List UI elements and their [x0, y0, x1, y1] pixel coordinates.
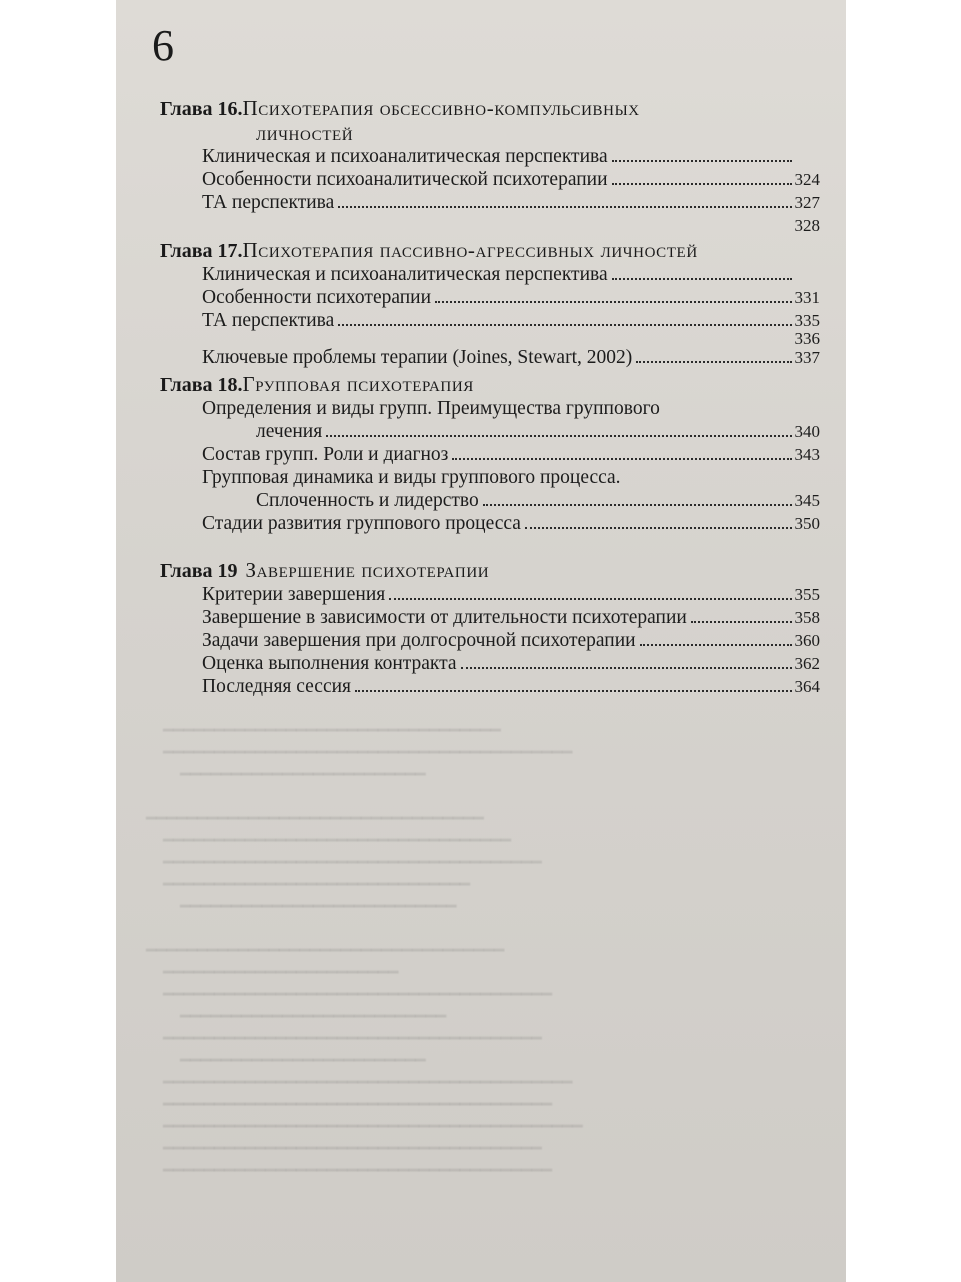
dot-leader: [452, 458, 792, 460]
toc-entry: [160, 675, 820, 698]
dot-leader: [691, 621, 792, 623]
entry-page: 345: [794, 491, 820, 510]
toc-entry: [160, 629, 820, 652]
chapter-number: Глава 18.: [160, 374, 243, 396]
show-through-texture: ━━━━━━━━━━━━━━━━━━━━━━━━━━━━━━━━━ ━━━━━━━━━━━━━━━━━━━━━━━━━━━━━━━━━━━━━━━━ ━━━━━━━━━━━━━━━━━━━━━━━━ ━━━━━━━━━━━━━━━━━━━━━━━━━━━━━━━━━ ━━━━━━━━━━━━━━━━━━━━━━━━━━━━━━━━━━ ━━━━━━━━━━━━━━━━━━━━━━━━━━━━━━━━━━━━━ ━━━━━━━━━━━━━━━━━━━━━━━━━━━━━━ ━━━━━━━━━━━━━━━━━━━━━━━━━━━ ━━━━━━━━━━━━━━━━━━━━━━━━━━━━━━━━━━━ ━━━━━━━━━━━━━━━━━━━━━━━ ━━━━━━━━━━━━━━━━━━━━━━━━━━━━━━━━━━━━━━ ━━━━━━━━━━━━━━━━━━━━━━━━━━ ━━━━━━━━━━━━━━━━━━━━━━━━━━━━━━━━━━━━━ ━━━━━━━━━━━━━━━━━━━━━━━━ ━━━━━━━━━━━━━━━━━━━━━━━━━━━━━━━━━━━━━━━━ ━━━━━━━━━━━━━━━━━━━━━━━━━━━━━━━━━━━━━━ ━━━━━━━━━━━━━━━━━━━━━━━━━━━━━━━━━━━━━━━━━ ━━━━━━━━━━━━━━━━━━━━━━━━━━━━━━━━━━━━━ ━━━━━━━━━━━━━━━━━━━━━━━━━━━━━━━━━━━━━━: [146, 721, 583, 1180]
entry-page: 340: [794, 422, 820, 441]
entry-label: Стадии развития группового процесса: [202, 513, 521, 534]
entry-label: Особенности психотерапии: [202, 287, 432, 308]
dot-leader: [326, 435, 792, 437]
dot-leader: [389, 598, 792, 600]
entry-page: 364: [794, 677, 820, 696]
chapter-heading: [160, 558, 820, 583]
entry-page: 350: [794, 514, 820, 533]
entry-label: Клиническая и психоаналитическая перспектива: [202, 264, 608, 285]
entry-page: 360: [794, 631, 820, 650]
entry-label-first-line: Групповая динамика и виды группового процесса.: [202, 467, 621, 488]
toc-chapter-19: [160, 558, 820, 698]
chapter-heading: [160, 96, 820, 121]
toc-entry: [160, 512, 820, 535]
entry-label: Завершение в зависимости от длительности психотерапии: [202, 607, 687, 628]
entry-page: 328: [794, 216, 820, 235]
entry-label: Критерии завершения: [202, 584, 386, 605]
page-number: 6: [152, 21, 174, 70]
toc-entry: [160, 145, 820, 168]
toc-entry: [160, 329, 820, 348]
entry-label-first-line: Определения и виды групп. Преимущества группового: [202, 398, 660, 419]
entry-label: Оценка выполнения контракта: [202, 653, 457, 674]
entry-page: 355: [794, 585, 820, 604]
toc-entry: [160, 606, 820, 629]
chapter-number: Глава 17.: [160, 240, 243, 262]
chapter-title-continued: личностей: [256, 121, 354, 145]
toc-entry: [160, 309, 820, 332]
toc-entry: [160, 443, 820, 466]
chapter-title: Психотерапия пассивно-агрессивных личностей: [242, 238, 698, 262]
dot-leader: [435, 301, 792, 303]
entry-label: Особенности психоаналитической психотерапии: [202, 169, 608, 190]
entry-page: 337: [794, 348, 820, 367]
dot-leader: [338, 206, 792, 208]
chapter-heading: [160, 238, 820, 263]
entry-label: Сплоченность и лидерство: [256, 490, 479, 511]
entry-page: 336: [794, 329, 820, 348]
book-page: [116, 0, 846, 1282]
entry-label: Ключевые проблемы терапии (Joines, Stewart, 2002): [202, 347, 633, 368]
dot-leader: [338, 324, 792, 326]
toc-chapter-16: [160, 96, 820, 237]
entry-label: Задачи завершения при долгосрочной психотерапии: [202, 630, 636, 651]
toc-chapter-18: [160, 372, 820, 535]
dot-leader: [612, 278, 792, 280]
entry-page: 335: [794, 311, 820, 330]
entry-label: Последняя сессия: [202, 676, 352, 697]
dot-leader: [483, 504, 792, 506]
dot-leader: [461, 667, 792, 669]
toc-entry: [160, 214, 820, 237]
chapter-title: Завершение психотерапии: [245, 558, 490, 582]
chapter-heading: [160, 372, 820, 397]
chapter-title: Групповая психотерапия: [242, 372, 474, 396]
entry-label: Клиническая и психоаналитическая перспектива: [202, 146, 608, 167]
toc-entry: [160, 346, 820, 369]
toc-entry: [160, 286, 820, 309]
toc-entry: [160, 420, 820, 443]
toc-entry: [160, 489, 820, 512]
toc-entry: [160, 191, 820, 214]
chapter-title: Психотерапия обсессивно-компульсивных: [242, 96, 640, 120]
entry-page: 324: [794, 170, 820, 189]
toc-entry: [160, 263, 820, 286]
dot-leader: [612, 183, 792, 185]
entry-page: 358: [794, 608, 820, 627]
dot-leader: [636, 361, 792, 363]
chapter-number: Глава 16.: [160, 98, 243, 120]
chapter-number: Глава 19: [160, 560, 238, 582]
toc-entry: [160, 583, 820, 606]
dot-leader: [355, 690, 792, 692]
toc-entry: [160, 168, 820, 191]
entry-label: лечения: [256, 421, 323, 442]
entry-page: 331: [794, 288, 820, 307]
dot-leader: [612, 160, 792, 162]
entry-label: Состав групп. Роли и диагноз: [202, 444, 449, 465]
toc-entry: [160, 652, 820, 675]
toc-chapter-17: [160, 238, 820, 369]
entry-page: 327: [794, 193, 820, 212]
dot-leader: [640, 644, 792, 646]
entry-label: ТА перспектива: [202, 192, 335, 213]
entry-page: 343: [794, 445, 820, 464]
entry-label: ТА перспектива: [202, 310, 335, 331]
entry-page: 362: [794, 654, 820, 673]
dot-leader: [525, 527, 792, 529]
